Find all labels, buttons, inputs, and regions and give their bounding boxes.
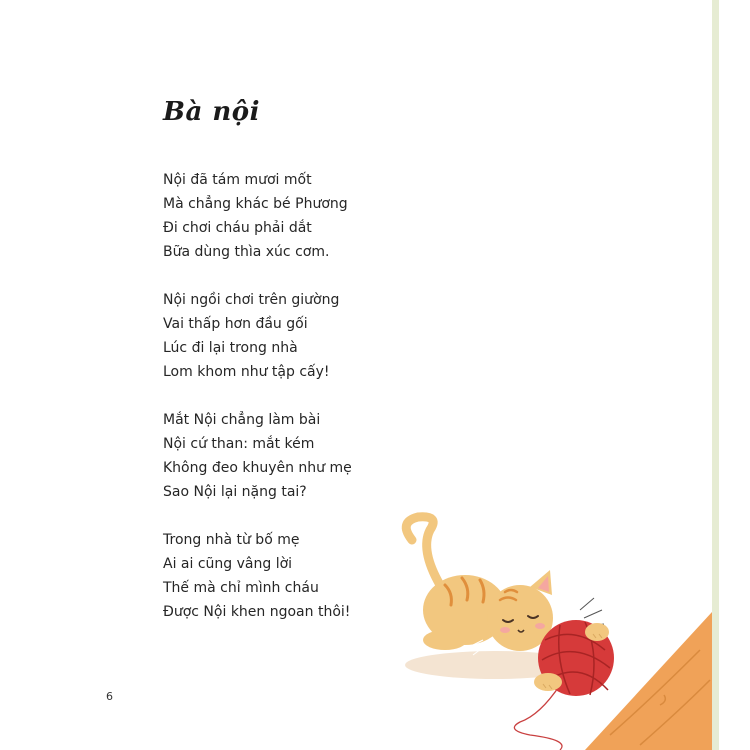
cat-paw-left: [534, 673, 562, 691]
cat-paw-right: [585, 623, 609, 641]
poem-line: Không đeo khuyên như mẹ: [163, 460, 352, 476]
poem-line: Được Nội khen ngoan thôi!: [163, 604, 351, 620]
poem-line: Sao Nội lại nặng tai?: [163, 484, 307, 500]
poem-line: Nội cứ than: mắt kém: [163, 436, 315, 452]
poem-line: Nội đã tám mươi mốt: [163, 172, 312, 188]
poem-line: Đi chơi cháu phải dắt: [163, 220, 312, 236]
yarn-string: [514, 685, 562, 750]
poem-line: Mắt Nội chẳng làm bài: [163, 412, 321, 428]
poem-line: Vai thấp hơn đầu gối: [163, 316, 308, 332]
poem-line: Trong nhà từ bố mẹ: [163, 532, 300, 548]
poem-line: Bữa dùng thìa xúc cơm.: [163, 244, 330, 260]
poem-line: Mà chẳng khác bé Phương: [163, 196, 348, 212]
poem-line: Ai ai cũng vâng lời: [163, 556, 293, 572]
poem-line: Lúc đi lại trong nhà: [163, 340, 298, 356]
cat-tail: [406, 517, 440, 585]
cat-back-leg: [423, 630, 467, 650]
poem-line: Thế mà chỉ mình cháu: [163, 580, 319, 596]
page-number: 6: [106, 690, 113, 703]
poem-title: Bà nội: [163, 97, 260, 127]
poem-line: Nội ngồi chơi trên giường: [163, 292, 340, 308]
poem-line: Lom khom như tập cấy!: [163, 364, 330, 380]
